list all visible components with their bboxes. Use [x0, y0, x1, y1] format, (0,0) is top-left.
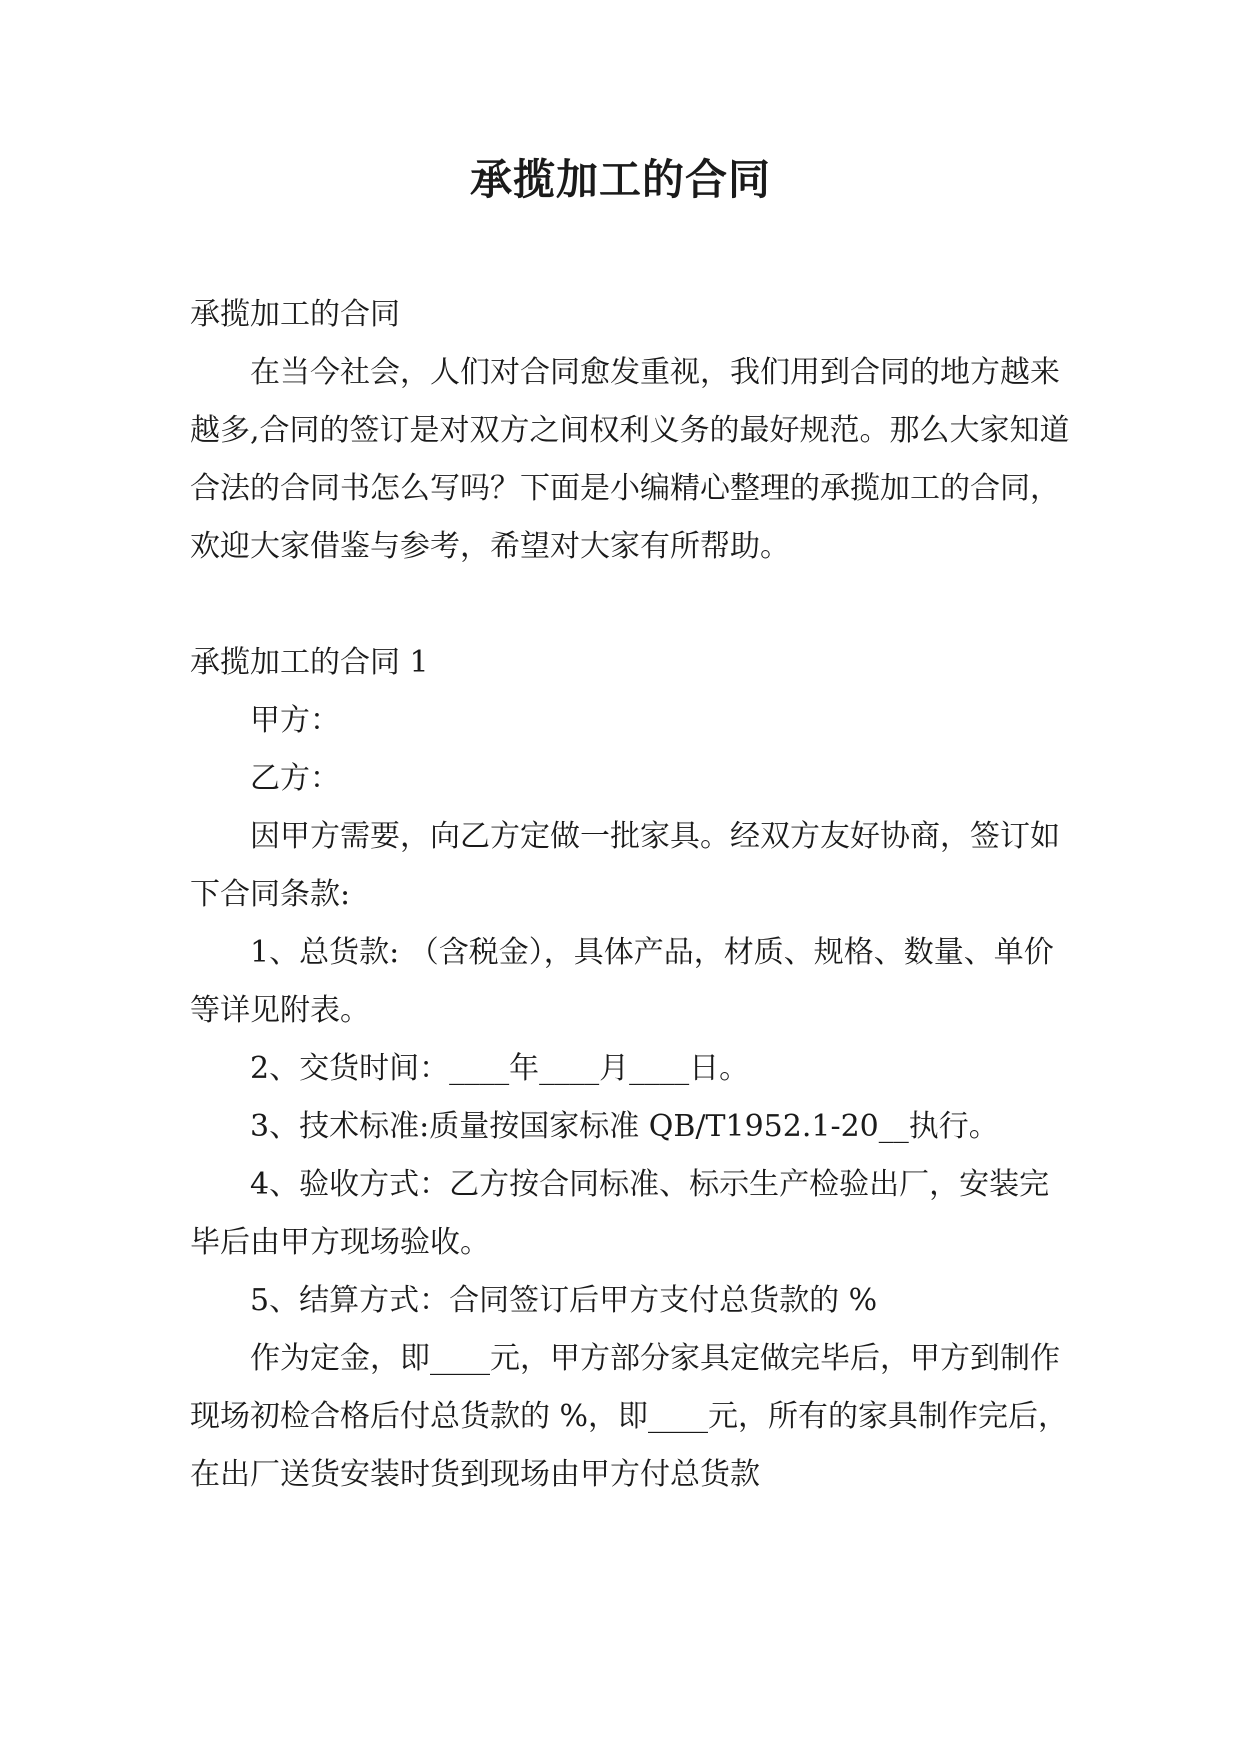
intro-paragraph: 在当今社会，人们对合同愈发重视，我们用到合同的地方越来越多,合同的签订是对双方之间权利义务的最好规范。那么大家知道合法的合同书怎么写吗？下面是小编精心整理的承揽加工的合同，欢迎大家借鉴与参考，希望对大家有所帮助。 — [190, 355, 1070, 564]
clause-4-acceptance: 4、验收方式：乙方按合同标准、标示生产检验出厂，安装完毕后由甲方现场验收。 — [190, 1167, 1050, 1260]
contract-heading: 承揽加工的合同 1 — [190, 645, 429, 680]
clause-2-delivery-time: 2、交货时间：____年____月____日。 — [250, 1051, 750, 1086]
party-b-line: 乙方： — [250, 761, 340, 796]
intro-heading: 承揽加工的合同 — [190, 297, 400, 332]
paragraph-spacer — [190, 576, 1070, 634]
clause-5-settlement-continued: 作为定金，即____元，甲方部分家具定做完毕后，甲方到制作现场初检合格后付总货款的 %，即____元，所有的家具制作完后，在出厂送货安装时货到现场由甲方付总货款 — [190, 1341, 1069, 1492]
party-a-line: 甲方： — [250, 703, 340, 738]
clause-3-technical-standard: 3、技术标准:质量按国家标准 QB/T1952.1-20__执行。 — [250, 1109, 999, 1144]
clause-1-total-payment: 1、总货款: （含税金），具体产品，材质、规格、数量、单价等详见附表。 — [190, 935, 1054, 1028]
contract-preamble: 因甲方需要，向乙方定做一批家具。经双方友好协商，签订如下合同条款: — [190, 819, 1060, 912]
document-body — [190, 286, 1070, 1504]
clause-5-settlement: 5、结算方式：合同签订后甲方支付总货款的 % — [250, 1283, 878, 1318]
document-title: 承揽加工的合同 — [469, 155, 771, 204]
